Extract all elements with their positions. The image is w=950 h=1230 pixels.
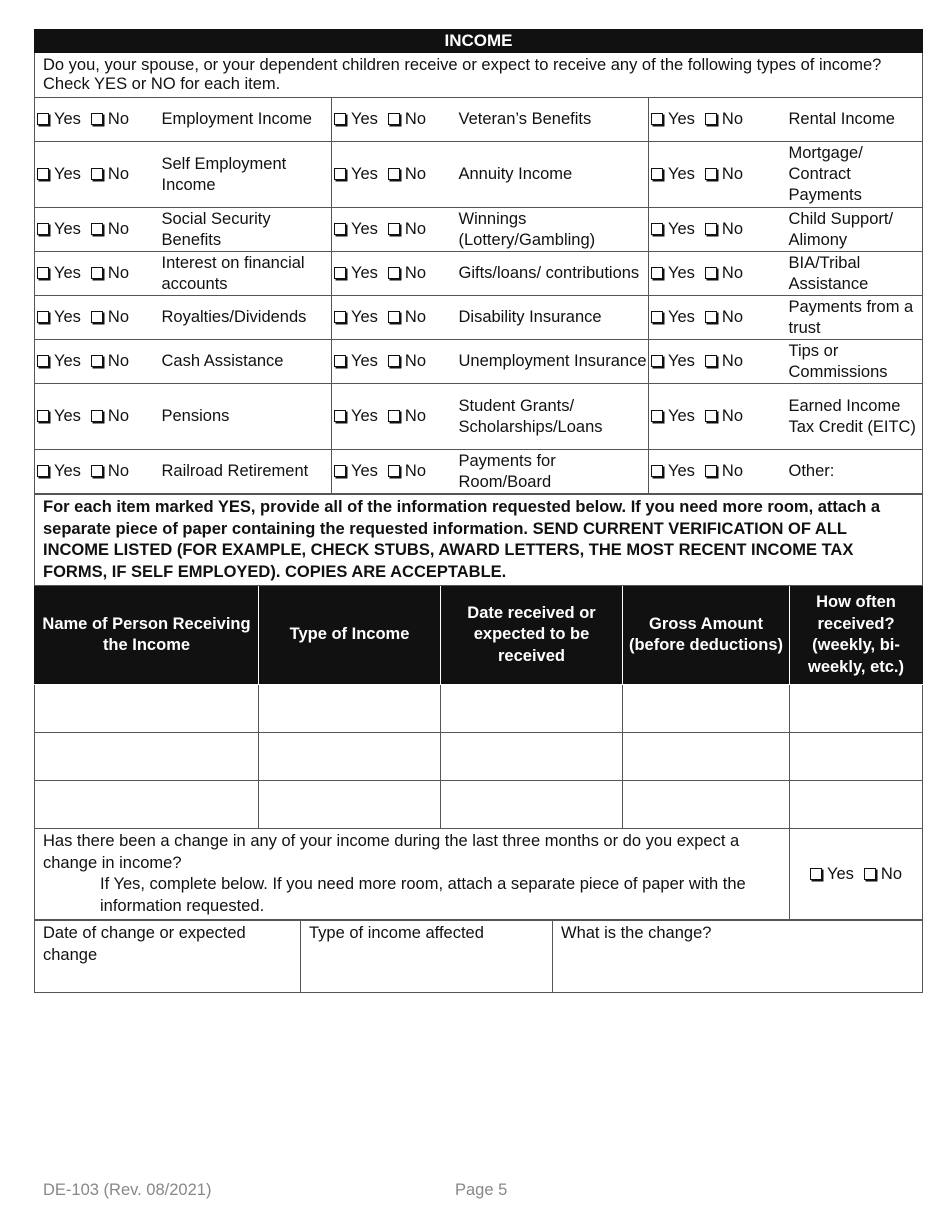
- checkbox-icon: [334, 465, 346, 477]
- affected-income-label: Type of income affected: [309, 924, 484, 942]
- yes-no-choice: [35, 98, 158, 142]
- yes-no-choice: [649, 450, 783, 494]
- yes-option[interactable]: Yes: [37, 462, 81, 480]
- yes-no-choice: [332, 98, 455, 142]
- no-option[interactable]: No: [388, 352, 426, 370]
- table-row: [35, 733, 923, 781]
- checkbox-icon: [705, 355, 717, 367]
- header-gross-amount: Gross Amount (before deductions): [623, 586, 790, 685]
- checkbox-icon: [37, 223, 49, 235]
- income-details-table: [34, 494, 923, 920]
- income-type-rows: [35, 98, 923, 494]
- change-date-label: Date of change or expected change: [43, 924, 246, 964]
- no-option[interactable]: No: [91, 165, 129, 183]
- income-type-field[interactable]: [259, 781, 441, 829]
- checkbox-icon: [388, 410, 400, 422]
- header-income-type: Type of Income: [259, 586, 441, 685]
- income-type-label: Employment Income: [158, 98, 332, 142]
- no-option[interactable]: No: [705, 165, 743, 183]
- income-change-question: [35, 829, 790, 920]
- income-type-label: Tips or Commissions: [783, 340, 923, 384]
- checkbox-icon: [705, 267, 717, 279]
- checkbox-icon: [334, 223, 346, 235]
- checkbox-icon: [91, 465, 103, 477]
- yes-no-choice: [649, 252, 783, 296]
- form-id: DE-103 (Rev. 08/2021): [43, 1181, 212, 1199]
- income-type-label: Social Security Benefits: [158, 208, 332, 252]
- income-type-label: Mortgage/ Contract Payments: [783, 142, 923, 208]
- checkbox-icon: [37, 465, 49, 477]
- checkbox-icon: [334, 410, 346, 422]
- checkbox-icon: [37, 113, 49, 125]
- frequency-field[interactable]: [790, 685, 923, 733]
- checkbox-icon: [705, 410, 717, 422]
- income-row: [35, 98, 923, 142]
- no-option[interactable]: No: [388, 308, 426, 326]
- checkbox-icon: [91, 311, 103, 323]
- yes-option[interactable]: Yes: [37, 308, 81, 326]
- yes-option[interactable]: Yes: [651, 308, 695, 326]
- gross-amount-field[interactable]: [623, 685, 790, 733]
- checkbox-icon: [705, 168, 717, 180]
- checkbox-icon: [91, 223, 103, 235]
- date-received-field[interactable]: [441, 685, 623, 733]
- person-name-field[interactable]: [35, 685, 259, 733]
- income-type-label: Self Employment Income: [158, 142, 332, 208]
- no-option[interactable]: No: [388, 165, 426, 183]
- yes-option[interactable]: Yes: [334, 264, 378, 282]
- no-option[interactable]: No: [705, 308, 743, 326]
- change-no-option[interactable]: No: [864, 865, 902, 883]
- checkbox-icon: [91, 168, 103, 180]
- no-option[interactable]: No: [91, 407, 129, 425]
- income-type-label: BIA/Tribal Assistance: [783, 252, 923, 296]
- date-received-field[interactable]: [441, 733, 623, 781]
- yes-no-choice: [35, 384, 158, 450]
- yes-no-choice: [332, 252, 455, 296]
- income-type-label: Winnings (Lottery/Gambling): [455, 208, 649, 252]
- checkbox-icon: [651, 113, 663, 125]
- checkbox-icon: [388, 311, 400, 323]
- no-option[interactable]: No: [705, 352, 743, 370]
- yes-option[interactable]: Yes: [334, 462, 378, 480]
- yes-no-choice: [332, 208, 455, 252]
- no-option[interactable]: No: [705, 220, 743, 238]
- yes-no-choice: [649, 340, 783, 384]
- income-change-table: [34, 920, 923, 993]
- yes-no-choice: [35, 252, 158, 296]
- change-description-label: What is the change?: [561, 924, 712, 942]
- income-type-label: Veteran’s Benefits: [455, 98, 649, 142]
- yes-no-choice: [332, 384, 455, 450]
- yes-no-choice: [35, 208, 158, 252]
- income-type-label: Railroad Retirement: [158, 450, 332, 494]
- checkbox-icon: [651, 267, 663, 279]
- change-description-field[interactable]: [553, 921, 923, 993]
- yes-option[interactable]: Yes: [37, 352, 81, 370]
- yes-option[interactable]: Yes: [651, 462, 695, 480]
- no-option[interactable]: No: [91, 220, 129, 238]
- yes-no-choice: [649, 296, 783, 340]
- income-type-label: Student Grants/ Scholarships/Loans: [455, 384, 649, 450]
- section-title: INCOME: [35, 30, 923, 53]
- person-name-field[interactable]: [35, 781, 259, 829]
- yes-option[interactable]: Yes: [37, 165, 81, 183]
- verification-notice: For each item marked YES, provide all of the information requested below. If you need more room, attach a separate piece of paper containing the requested information. SEND CURRENT VERIFICATION OF ALL INCOME LISTED (FOR EXAMPLE, CHECK STUBS, AWARD LETTERS, THE MOST RECENT INCOME TAX FORMS, IF SELF EMPLOYED). COPIES ARE ACCEPTABLE.: [35, 495, 923, 586]
- no-option[interactable]: No: [91, 308, 129, 326]
- no-option[interactable]: No: [388, 264, 426, 282]
- checkbox-icon: [651, 465, 663, 477]
- yes-no-choice: [35, 296, 158, 340]
- checkbox-icon: [864, 868, 876, 880]
- change-yes-option[interactable]: Yes: [810, 865, 854, 883]
- income-row: [35, 208, 923, 252]
- yes-no-choice: [332, 340, 455, 384]
- yes-no-choice: [35, 340, 158, 384]
- income-type-label: Other:: [783, 450, 923, 494]
- yes-no-choice: [332, 142, 455, 208]
- no-option[interactable]: No: [705, 110, 743, 128]
- no-option[interactable]: No: [91, 352, 129, 370]
- income-type-label: Pensions: [158, 384, 332, 450]
- checkbox-icon: [37, 267, 49, 279]
- income-type-label: Payments for Room/Board: [455, 450, 649, 494]
- no-option[interactable]: No: [91, 110, 129, 128]
- yes-no-choice: [649, 208, 783, 252]
- checkbox-icon: [91, 113, 103, 125]
- income-type-field[interactable]: [259, 685, 441, 733]
- income-row: [35, 296, 923, 340]
- checkbox-icon: [651, 223, 663, 235]
- yes-option[interactable]: Yes: [334, 308, 378, 326]
- checkbox-icon: [388, 113, 400, 125]
- yes-option[interactable]: Yes: [334, 407, 378, 425]
- income-type-label: Disability Insurance: [455, 296, 649, 340]
- yes-no-choice: [332, 450, 455, 494]
- change-instruction-text: If Yes, complete below. If you need more room, attach a separate piece of paper with the information requested.: [100, 875, 746, 915]
- checkbox-icon: [37, 355, 49, 367]
- checkbox-icon: [334, 311, 346, 323]
- checkbox-icon: [334, 113, 346, 125]
- checkbox-icon: [651, 311, 663, 323]
- no-option[interactable]: No: [388, 462, 426, 480]
- header-person-name: Name of Person Receiving the Income: [35, 586, 259, 685]
- checkbox-icon: [651, 410, 663, 422]
- no-option[interactable]: No: [91, 462, 129, 480]
- income-type-label: Payments from a trust: [783, 296, 923, 340]
- income-type-field[interactable]: [259, 733, 441, 781]
- change-date-field[interactable]: [35, 921, 301, 993]
- checkbox-icon: [705, 223, 717, 235]
- checkbox-icon: [91, 410, 103, 422]
- yes-option[interactable]: Yes: [651, 264, 695, 282]
- checkbox-icon: [388, 223, 400, 235]
- yes-option[interactable]: Yes: [651, 407, 695, 425]
- income-type-label: Gifts/loans/ contributions: [455, 252, 649, 296]
- checkbox-icon: [388, 168, 400, 180]
- affected-income-field[interactable]: [301, 921, 553, 993]
- yes-option[interactable]: Yes: [334, 110, 378, 128]
- income-type-label: Royalties/Dividends: [158, 296, 332, 340]
- checkbox-icon: [334, 355, 346, 367]
- frequency-field[interactable]: [790, 733, 923, 781]
- yes-option[interactable]: Yes: [37, 220, 81, 238]
- yes-no-choice: [649, 98, 783, 142]
- yes-option[interactable]: Yes: [334, 352, 378, 370]
- checkbox-icon: [651, 168, 663, 180]
- yes-option[interactable]: Yes: [651, 110, 695, 128]
- checkbox-icon: [810, 868, 822, 880]
- income-checklist: [34, 29, 923, 494]
- table-row: [35, 685, 923, 733]
- no-option[interactable]: No: [91, 264, 129, 282]
- checkbox-icon: [91, 355, 103, 367]
- income-type-label: Child Support/ Alimony: [783, 208, 923, 252]
- checkbox-icon: [37, 311, 49, 323]
- yes-no-choice: [649, 142, 783, 208]
- income-row: [35, 450, 923, 494]
- change-question-text: Has there been a change in any of your income during the last three months or do you expect a change in income?: [43, 832, 740, 872]
- no-option[interactable]: No: [388, 220, 426, 238]
- no-option[interactable]: No: [705, 407, 743, 425]
- header-date-received: Date received or expected to be received: [441, 586, 623, 685]
- income-type-label: Earned Income Tax Credit (EITC): [783, 384, 923, 450]
- checkbox-icon: [705, 311, 717, 323]
- yes-option[interactable]: Yes: [334, 220, 378, 238]
- yes-no-choice: [649, 384, 783, 450]
- checkbox-icon: [705, 465, 717, 477]
- no-option[interactable]: No: [705, 462, 743, 480]
- checkbox-icon: [388, 465, 400, 477]
- no-option[interactable]: No: [388, 110, 426, 128]
- yes-option[interactable]: Yes: [651, 165, 695, 183]
- checkbox-icon: [651, 355, 663, 367]
- income-type-label: Annuity Income: [455, 142, 649, 208]
- yes-no-choice: [332, 296, 455, 340]
- checkbox-icon: [388, 267, 400, 279]
- income-type-label: Interest on financial accounts: [158, 252, 332, 296]
- income-row: [35, 340, 923, 384]
- person-name-field[interactable]: [35, 733, 259, 781]
- yes-no-choice: [35, 450, 158, 494]
- checkbox-icon: [334, 168, 346, 180]
- yes-option[interactable]: Yes: [334, 165, 378, 183]
- checkbox-icon: [37, 410, 49, 422]
- yes-no-choice: [35, 142, 158, 208]
- yes-option[interactable]: Yes: [37, 407, 81, 425]
- income-form: [34, 29, 922, 993]
- income-row: [35, 252, 923, 296]
- checkbox-icon: [705, 113, 717, 125]
- checkbox-icon: [91, 267, 103, 279]
- date-received-field[interactable]: [441, 781, 623, 829]
- header-frequency: How often received? (weekly, bi-weekly, etc.): [790, 586, 923, 685]
- income-row: [35, 142, 923, 208]
- checkbox-icon: [334, 267, 346, 279]
- yes-option[interactable]: Yes: [651, 220, 695, 238]
- yes-option[interactable]: Yes: [651, 352, 695, 370]
- income-type-label: Unemployment Insurance: [455, 340, 649, 384]
- gross-amount-field[interactable]: [623, 781, 790, 829]
- yes-option[interactable]: Yes: [37, 264, 81, 282]
- yes-option[interactable]: Yes: [37, 110, 81, 128]
- section-intro: Do you, your spouse, or your dependent children receive or expect to receive any of the following types of income? Check YES or NO for each item.: [35, 53, 923, 98]
- gross-amount-field[interactable]: [623, 733, 790, 781]
- income-type-label: Rental Income: [783, 98, 923, 142]
- page-number: Page 5: [455, 1181, 508, 1199]
- table-row: [35, 781, 923, 829]
- income-type-label: Cash Assistance: [158, 340, 332, 384]
- income-change-answer: [790, 829, 923, 920]
- checkbox-icon: [37, 168, 49, 180]
- no-option[interactable]: No: [388, 407, 426, 425]
- income-row: [35, 384, 923, 450]
- no-option[interactable]: No: [705, 264, 743, 282]
- frequency-field[interactable]: [790, 781, 923, 829]
- checkbox-icon: [388, 355, 400, 367]
